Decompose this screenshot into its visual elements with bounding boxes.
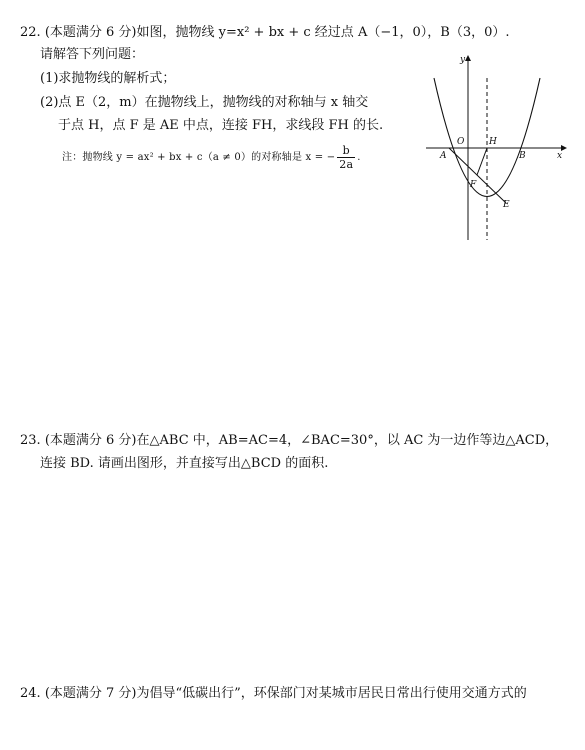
parabola-figure [426, 50, 576, 250]
segment-fh [477, 148, 487, 175]
segment-ae [449, 148, 506, 203]
q22-stem-line [20, 24, 510, 42]
q22-intro: 请解答下列问题： [40, 47, 145, 62]
q22-note-numerator: b [337, 144, 355, 158]
q22-number: 22. [20, 25, 41, 40]
q22-note-denominator: 2a [339, 158, 354, 171]
q22-part2-line2: 于点 H，点 F 是 AE 中点，连接 FH，求线段 FH 的长. [58, 118, 384, 133]
q24-text-line1: 为倡导“低碳出行”，环保部门对某城市居民日常出行使用交通方式的 [136, 686, 527, 701]
label-f: F [470, 180, 477, 190]
q24-line1 [20, 685, 527, 703]
q24-points: (本题满分 7 分) [44, 686, 137, 701]
q23-number: 23. [20, 433, 41, 448]
label-h: H [489, 137, 497, 147]
q22-points: (本题满分 6 分) [44, 25, 137, 40]
label-y: y [460, 55, 466, 65]
q22-part2-line1: (2)点 E（2，m）在抛物线上，抛物线的对称轴与 x 轴交 [40, 95, 369, 110]
q22-note-prefix: 注：抛物线 y = ax² + bx + c（a ≠ 0）的对称轴是 x = − [62, 152, 336, 163]
q23-line2: 连接 BD. 请画出图形，并直接写出△BCD 的面积. [40, 456, 329, 471]
q22-note-fraction [337, 144, 355, 171]
q22-note [62, 144, 361, 171]
q23-points: (本题满分 6 分) [44, 433, 137, 448]
q22-part1: (1)求抛物线的解析式； [40, 71, 176, 86]
label-e: E [503, 200, 510, 210]
q23-line1 [20, 432, 558, 450]
q23-text-line1: 在△ABC 中，AB=AC=4，∠BAC=30°，以 AC 为一边作等边△ACD， [136, 433, 559, 448]
label-x: x [557, 151, 563, 161]
q24-number: 24. [20, 686, 41, 701]
label-b: B [519, 151, 526, 161]
label-a: A [440, 151, 447, 161]
q22-note-end: . [357, 152, 361, 163]
q22-stem: 如图，抛物线 y=x² + bx + c 经过点 A（−1，0），B（3，0）. [136, 25, 510, 40]
label-o: O [457, 137, 465, 147]
